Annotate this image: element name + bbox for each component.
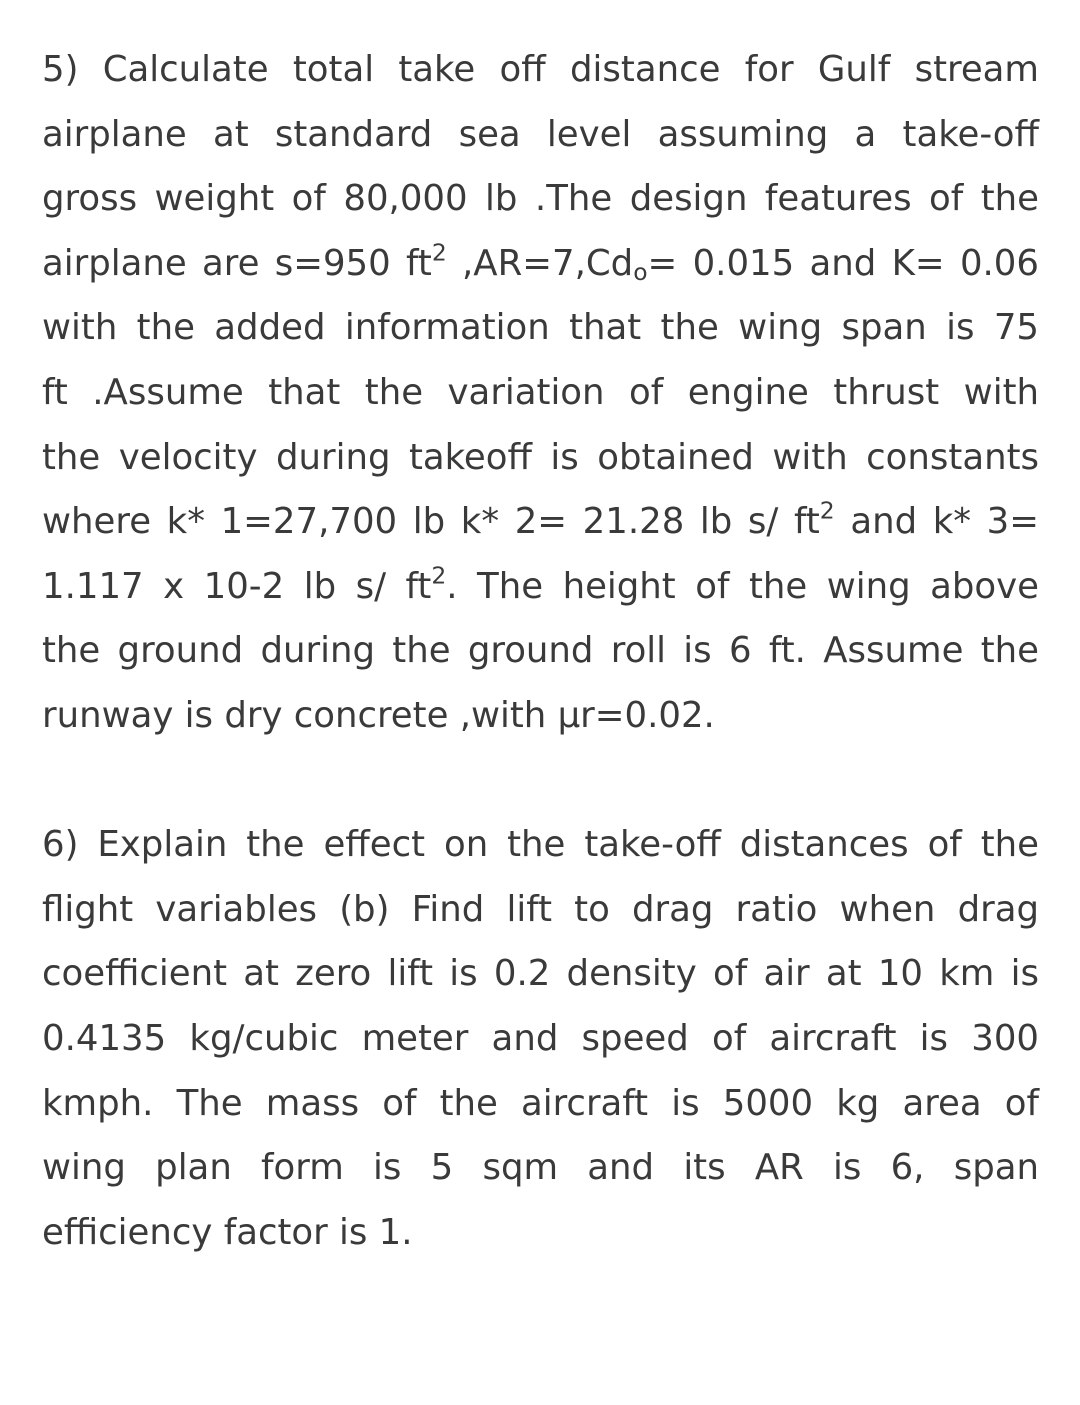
text-segment: ,AR=7,Cd <box>446 242 634 284</box>
text-segment: 1.117 x 10-2 lb s/ ft <box>42 565 432 607</box>
superscript: 2 <box>431 561 447 590</box>
superscript: 2 <box>431 238 447 267</box>
text-line: the velocity during takeoff is obtained with constants <box>42 436 1039 478</box>
question-5-paragraph <box>42 38 1039 749</box>
superscript: 2 <box>819 496 835 525</box>
text-line <box>42 555 1039 620</box>
text-line: gross weight of 80,000 lb .The design features of the <box>42 178 1039 220</box>
text-line: with the added information that the wing span is 75 <box>42 307 1039 349</box>
text-line: 6) Explain the effect on the take-off distances of the <box>42 824 1039 866</box>
text-segment: where k* 1=27,700 lb k* 2= 21.28 lb s/ ft <box>42 501 820 543</box>
text-segment: and k* 3= <box>834 501 1039 543</box>
text-line: 0.4135 kg/cubic meter and speed of aircraft is 300 <box>42 1017 1039 1059</box>
text-line: ft .Assume that the variation of engine thrust with <box>42 371 1039 413</box>
text-line: runway is dry concrete ,with μr=0.02. <box>42 694 715 736</box>
text-line <box>42 232 1039 297</box>
subscript: o <box>633 257 648 286</box>
text-line: airplane at standard sea level assuming a take-off <box>42 113 1039 155</box>
text-line: kmph. The mass of the aircraft is 5000 kg area of <box>42 1082 1039 1124</box>
text-line <box>42 490 1039 555</box>
text-line: the ground during the ground roll is 6 ft. Assume the <box>42 630 1039 672</box>
text-line: flight variables (b) Find lift to drag ratio when drag <box>42 888 1039 930</box>
text-segment: . The height of the wing above <box>446 565 1039 607</box>
text-line: 5) Calculate total take off distance for Gulf stream <box>42 49 1039 90</box>
text-line: coefficient at zero lift is 0.2 density of air at 10 km is <box>42 953 1039 995</box>
text-segment: = 0.015 and K= 0.06 <box>647 242 1039 284</box>
text-line: wing plan form is 5 sqm and its AR is 6, span <box>42 1147 1039 1189</box>
document-page <box>42 38 1039 1265</box>
paragraph-gap <box>42 749 1039 814</box>
question-6-paragraph <box>42 813 1039 1265</box>
text-line: efficiency factor is 1. <box>42 1211 413 1253</box>
text-segment: airplane are s=950 ft <box>42 242 432 284</box>
